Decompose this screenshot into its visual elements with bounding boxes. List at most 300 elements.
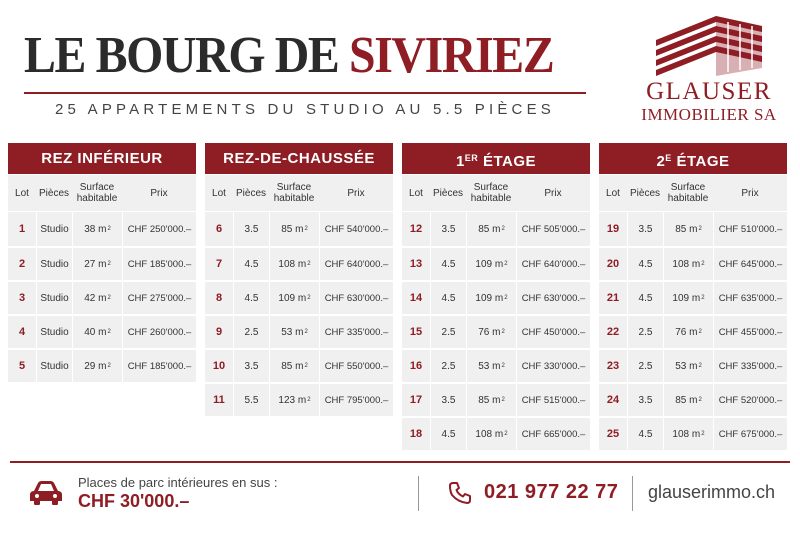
- price-value-value: CHF 250'000.–: [127, 223, 192, 235]
- brand-name: GLAUSER: [646, 78, 772, 105]
- surface-value: [72, 316, 122, 348]
- surface-value-value: 53 m: [478, 360, 501, 372]
- price-value: [516, 350, 590, 382]
- floor-table: [8, 143, 196, 382]
- lot-number: [205, 316, 233, 348]
- parking-label: Places de parc intérieures en sus :: [78, 475, 278, 490]
- surface-value: [269, 384, 319, 416]
- table-row: [402, 280, 590, 314]
- column-header-surface: [466, 175, 516, 211]
- pieces-value-value: 4.5: [244, 292, 259, 304]
- unit-superscript: 2: [501, 397, 505, 403]
- price-value-value: CHF 550'000.–: [324, 360, 389, 372]
- surface-value-value: 123 m: [278, 394, 307, 406]
- lot-number-value: 4: [18, 326, 26, 338]
- surface-value: [269, 316, 319, 348]
- price-value-value: CHF 635'000.–: [718, 292, 783, 304]
- surface-value: [269, 248, 319, 280]
- price-value: [122, 316, 196, 348]
- lot-number: [599, 212, 627, 246]
- lot-number-value: 16: [409, 360, 423, 372]
- column-header-surface-line: Surface: [670, 182, 706, 193]
- price-value: [713, 212, 787, 246]
- lot-number-value: 6: [215, 223, 223, 235]
- pieces-value: [627, 212, 663, 246]
- unit-superscript: 2: [698, 363, 702, 369]
- pieces-value: [233, 282, 269, 314]
- table-row: [599, 382, 787, 416]
- column-header-lot: Lot: [212, 187, 226, 199]
- lot-number: [599, 384, 627, 416]
- lot-number-value: 24: [606, 394, 620, 406]
- price-value: [713, 418, 787, 450]
- surface-value-value: 85 m: [478, 223, 501, 235]
- surface-value: [663, 248, 713, 280]
- floor-heading: [599, 143, 787, 174]
- surface-value: [269, 282, 319, 314]
- surface-value-value: 109 m: [278, 292, 307, 304]
- surface-value-value: 109 m: [475, 258, 504, 270]
- lot-number: [599, 248, 627, 280]
- title-divider: [24, 92, 586, 94]
- lot-number: [8, 350, 36, 382]
- pieces-value-value: Studio: [40, 360, 69, 372]
- surface-value-value: 109 m: [672, 292, 701, 304]
- column-header-prix: Prix: [741, 187, 759, 199]
- lot-number-value: 10: [212, 360, 226, 372]
- column-header-prix: Prix: [347, 187, 365, 199]
- floor-heading: [205, 143, 393, 174]
- floor-name: 2: [656, 153, 666, 170]
- column-header-surface-line: Surface: [473, 182, 509, 193]
- surface-value-value: 85 m: [675, 223, 698, 235]
- column-header-lot: Lot: [15, 187, 29, 199]
- pieces-value-value: Studio: [40, 223, 69, 235]
- lot-number: [402, 350, 430, 382]
- lot-number-value: 17: [409, 394, 423, 406]
- surface-value-value: 27 m: [84, 258, 107, 270]
- pieces-value-value: 4.5: [441, 258, 456, 270]
- surface-value-value: 53 m: [281, 326, 304, 338]
- column-header-surface-line: habitable: [470, 193, 512, 204]
- pieces-value-value: 4.5: [441, 292, 456, 304]
- lot-number-value: 20: [606, 258, 620, 270]
- pieces-value: [233, 212, 269, 246]
- glauser-logo: [632, 12, 786, 122]
- surface-value: [466, 316, 516, 348]
- price-value-value: CHF 335'000.–: [324, 326, 389, 338]
- price-value: [319, 316, 393, 348]
- price-value-value: CHF 640'000.–: [324, 258, 389, 270]
- price-value: [713, 350, 787, 382]
- lot-number-value: 12: [409, 223, 423, 235]
- lot-number-value: 2: [18, 258, 26, 270]
- price-value-value: CHF 795'000.–: [324, 394, 389, 406]
- unit-superscript: 2: [107, 329, 111, 335]
- table-row: [8, 246, 196, 280]
- floor-name: REZ INFÉRIEUR: [41, 150, 163, 167]
- table-row: [599, 314, 787, 348]
- unit-superscript: 2: [504, 261, 508, 267]
- surface-value: [663, 212, 713, 246]
- table-row: [402, 212, 590, 246]
- column-header-pieces: Pièces: [629, 187, 660, 199]
- surface-value: [466, 350, 516, 382]
- price-value-value: CHF 275'000.–: [127, 292, 192, 304]
- lot-number-value: 3: [18, 292, 26, 304]
- table-row: [402, 416, 590, 450]
- unit-superscript: 2: [698, 226, 702, 232]
- price-value-value: CHF 455'000.–: [718, 326, 783, 338]
- lot-number-value: 7: [215, 258, 223, 270]
- floor-name-tail: ÉTAGE: [671, 153, 730, 170]
- unit-superscript: 2: [504, 295, 508, 301]
- pieces-value-value: 5.5: [244, 394, 259, 406]
- lot-number-value: 25: [606, 428, 620, 440]
- lot-number-value: 13: [409, 258, 423, 270]
- price-value-value: CHF 505'000.–: [521, 223, 586, 235]
- car-icon: [28, 479, 64, 507]
- table-row: [8, 280, 196, 314]
- floor-table: [205, 143, 393, 416]
- price-value: [319, 248, 393, 280]
- price-value-value: CHF 675'000.–: [718, 428, 783, 440]
- lot-number: [599, 418, 627, 450]
- pieces-value: [36, 316, 72, 348]
- lot-number-value: 14: [409, 292, 423, 304]
- unit-superscript: 2: [501, 363, 505, 369]
- pieces-value-value: 3.5: [638, 223, 653, 235]
- lot-number-value: 23: [606, 360, 620, 372]
- table-row: [599, 348, 787, 382]
- phone-number[interactable]: 021 977 22 77: [484, 481, 619, 503]
- unit-superscript: 2: [107, 226, 111, 232]
- unit-superscript: 2: [701, 295, 705, 301]
- column-header-surface: [269, 175, 319, 211]
- pieces-value-value: 4.5: [244, 258, 259, 270]
- parking-price: CHF 30'000.–: [78, 491, 190, 511]
- surface-value-value: 76 m: [478, 326, 501, 338]
- pieces-value: [430, 248, 466, 280]
- pieces-value: [627, 316, 663, 348]
- pieces-value: [430, 282, 466, 314]
- unit-superscript: 2: [701, 431, 705, 437]
- subtitle: 25 APPARTEMENTS DU STUDIO AU 5.5 PIÈCES: [54, 101, 555, 118]
- lot-number: [205, 384, 233, 416]
- price-value-value: CHF 640'000.–: [521, 258, 586, 270]
- surface-value-value: 38 m: [84, 223, 107, 235]
- unit-superscript: 2: [504, 431, 508, 437]
- surface-value: [466, 384, 516, 416]
- table-row: [205, 246, 393, 280]
- column-header-surface-line: Surface: [276, 182, 312, 193]
- price-value: [516, 418, 590, 450]
- column-header-surface-line: habitable: [667, 193, 709, 204]
- surface-value-value: 85 m: [281, 360, 304, 372]
- pieces-value-value: Studio: [40, 258, 69, 270]
- column-headers: [402, 175, 590, 211]
- price-value-value: CHF 510'000.–: [718, 223, 783, 235]
- pieces-value-value: 4.5: [638, 258, 653, 270]
- column-header-pieces: Pièces: [38, 187, 69, 199]
- price-value-value: CHF 630'000.–: [521, 292, 586, 304]
- lot-number: [8, 212, 36, 246]
- table-row: [402, 246, 590, 280]
- column-header-surface: [663, 175, 713, 211]
- price-value-value: CHF 185'000.–: [127, 360, 192, 372]
- unit-superscript: 2: [698, 397, 702, 403]
- lot-number: [205, 248, 233, 280]
- price-value-value: CHF 450'000.–: [521, 326, 586, 338]
- lot-number: [402, 418, 430, 450]
- lot-number-value: 1: [18, 223, 26, 235]
- table-row: [402, 348, 590, 382]
- lot-number-value: 15: [409, 326, 423, 338]
- column-header-surface-line: Surface: [79, 182, 115, 193]
- price-value-value: CHF 630'000.–: [324, 292, 389, 304]
- unit-superscript: 2: [304, 329, 308, 335]
- lot-number: [599, 282, 627, 314]
- surface-value-value: 108 m: [278, 258, 307, 270]
- surface-value-value: 53 m: [675, 360, 698, 372]
- floor-name-ordinal: E: [665, 153, 672, 163]
- unit-superscript: 2: [307, 397, 311, 403]
- surface-value: [663, 316, 713, 348]
- surface-value: [72, 248, 122, 280]
- price-value: [122, 350, 196, 382]
- price-value-value: CHF 335'000.–: [718, 360, 783, 372]
- unit-superscript: 2: [501, 329, 505, 335]
- pieces-value: [627, 248, 663, 280]
- table-row: [8, 348, 196, 382]
- footer-separator: [632, 476, 633, 511]
- table-row: [599, 246, 787, 280]
- building-logo-icon: [654, 12, 764, 76]
- surface-value-value: 108 m: [672, 258, 701, 270]
- pieces-value-value: 4.5: [638, 292, 653, 304]
- table-row: [599, 280, 787, 314]
- lot-number-value: 8: [215, 292, 223, 304]
- pieces-value: [233, 350, 269, 382]
- unit-superscript: 2: [107, 295, 111, 301]
- price-value: [122, 282, 196, 314]
- price-value: [319, 350, 393, 382]
- surface-value-value: 85 m: [675, 394, 698, 406]
- price-value-value: CHF 515'000.–: [521, 394, 586, 406]
- table-row: [599, 212, 787, 246]
- pieces-value-value: 2.5: [638, 326, 653, 338]
- surface-value: [466, 418, 516, 450]
- price-value: [713, 248, 787, 280]
- column-header-lot: Lot: [409, 187, 423, 199]
- price-value-value: CHF 645'000.–: [718, 258, 783, 270]
- column-headers: [205, 175, 393, 211]
- floor-table: [599, 143, 787, 450]
- lot-number-value: 5: [18, 360, 26, 372]
- surface-value-value: 108 m: [672, 428, 701, 440]
- surface-value: [466, 282, 516, 314]
- pieces-value: [430, 384, 466, 416]
- pieces-value-value: 2.5: [441, 360, 456, 372]
- pieces-value: [36, 248, 72, 280]
- lot-number: [8, 248, 36, 280]
- price-value-value: CHF 520'000.–: [718, 394, 783, 406]
- pieces-value-value: Studio: [40, 326, 69, 338]
- surface-value: [72, 350, 122, 382]
- column-header-surface-line: habitable: [76, 193, 118, 204]
- floor-name-ordinal: ER: [464, 153, 479, 163]
- price-value-value: CHF 185'000.–: [127, 258, 192, 270]
- surface-value: [663, 384, 713, 416]
- unit-superscript: 2: [107, 363, 111, 369]
- pieces-value: [36, 282, 72, 314]
- column-header-lot: Lot: [606, 187, 620, 199]
- table-row: [8, 314, 196, 348]
- price-value: [516, 248, 590, 280]
- price-value: [713, 384, 787, 416]
- lot-number-value: 19: [606, 223, 620, 235]
- price-value: [319, 384, 393, 416]
- surface-value-value: 85 m: [281, 223, 304, 235]
- lot-number: [8, 282, 36, 314]
- price-value-value: CHF 665'000.–: [521, 428, 586, 440]
- price-value-value: CHF 330'000.–: [521, 360, 586, 372]
- unit-superscript: 2: [698, 329, 702, 335]
- brand-subname: IMMOBILIER SA: [641, 105, 777, 124]
- price-value: [122, 248, 196, 280]
- unit-superscript: 2: [304, 226, 308, 232]
- price-value: [319, 282, 393, 314]
- price-value-value: CHF 540'000.–: [324, 223, 389, 235]
- lot-number: [402, 212, 430, 246]
- surface-value: [466, 212, 516, 246]
- table-row: [205, 314, 393, 348]
- surface-value-value: 108 m: [475, 428, 504, 440]
- lot-number: [402, 384, 430, 416]
- table-row: [599, 416, 787, 450]
- table-row: [402, 382, 590, 416]
- column-header-surface-line: habitable: [273, 193, 315, 204]
- column-headers: [599, 175, 787, 211]
- table-row: [8, 212, 196, 246]
- surface-value-value: 76 m: [675, 326, 698, 338]
- floor-name-tail: ÉTAGE: [478, 153, 537, 170]
- lot-number: [402, 282, 430, 314]
- column-header-prix: Prix: [544, 187, 562, 199]
- column-header-prix: Prix: [150, 187, 168, 199]
- unit-superscript: 2: [501, 226, 505, 232]
- column-headers: [8, 175, 196, 211]
- pieces-value-value: 3.5: [441, 223, 456, 235]
- lot-number: [599, 316, 627, 348]
- price-value-value: CHF 260'000.–: [127, 326, 192, 338]
- pieces-value: [430, 316, 466, 348]
- lot-number: [205, 282, 233, 314]
- lot-number: [205, 350, 233, 382]
- title-part-2: SIVIRIEZ: [349, 27, 554, 84]
- price-value: [516, 212, 590, 246]
- pieces-value: [627, 350, 663, 382]
- pieces-value: [627, 418, 663, 450]
- lot-number: [599, 350, 627, 382]
- surface-value-value: 29 m: [84, 360, 107, 372]
- unit-superscript: 2: [107, 261, 111, 267]
- floor-heading: [8, 143, 196, 174]
- lot-number-value: 21: [606, 292, 620, 304]
- table-row: [205, 382, 393, 416]
- pieces-value: [430, 418, 466, 450]
- price-value: [516, 384, 590, 416]
- surface-value: [466, 248, 516, 280]
- pieces-value-value: 3.5: [638, 394, 653, 406]
- price-value: [713, 282, 787, 314]
- lot-number-value: 9: [215, 326, 223, 338]
- surface-value: [72, 282, 122, 314]
- pieces-value-value: 4.5: [638, 428, 653, 440]
- surface-value-value: 40 m: [84, 326, 107, 338]
- unit-superscript: 2: [307, 261, 311, 267]
- lot-number-value: 18: [409, 428, 423, 440]
- pieces-value-value: 4.5: [441, 428, 456, 440]
- surface-value-value: 109 m: [475, 292, 504, 304]
- pieces-value: [627, 282, 663, 314]
- pieces-value: [430, 350, 466, 382]
- floor-name: REZ-DE-CHAUSSÉE: [223, 150, 375, 167]
- table-row: [205, 280, 393, 314]
- unit-superscript: 2: [304, 363, 308, 369]
- phone-icon: [448, 481, 472, 505]
- floor-name: 1: [455, 153, 465, 170]
- surface-value-value: 85 m: [478, 394, 501, 406]
- title-part-1: LE BOURG DE: [24, 27, 350, 84]
- lot-number: [205, 212, 233, 246]
- pieces-value: [627, 384, 663, 416]
- column-header-pieces: Pièces: [235, 187, 266, 199]
- lot-number-value: 22: [606, 326, 620, 338]
- surface-value-value: 42 m: [84, 292, 107, 304]
- surface-value: [663, 282, 713, 314]
- pieces-value-value: 3.5: [244, 360, 259, 372]
- price-value: [319, 212, 393, 246]
- lot-number: [402, 248, 430, 280]
- table-row: [205, 348, 393, 382]
- pieces-value: [233, 384, 269, 416]
- lot-number: [402, 316, 430, 348]
- surface-value: [269, 350, 319, 382]
- pieces-value: [233, 248, 269, 280]
- price-value: [122, 212, 196, 246]
- surface-value: [663, 350, 713, 382]
- column-header-pieces: Pièces: [432, 187, 463, 199]
- price-value: [516, 282, 590, 314]
- pieces-value: [430, 212, 466, 246]
- pieces-value: [36, 350, 72, 382]
- page-title: [24, 26, 554, 86]
- pieces-value-value: 2.5: [244, 326, 259, 338]
- pieces-value-value: 2.5: [441, 326, 456, 338]
- column-header-surface: [72, 175, 122, 211]
- price-value: [516, 316, 590, 348]
- pieces-value-value: 2.5: [638, 360, 653, 372]
- floor-heading: [402, 143, 590, 174]
- surface-value: [269, 212, 319, 246]
- website-link[interactable]: glauserimmo.ch: [648, 482, 776, 502]
- pieces-value-value: 3.5: [244, 223, 259, 235]
- floor-table: [402, 143, 590, 450]
- table-row: [402, 314, 590, 348]
- pieces-value: [233, 316, 269, 348]
- surface-value: [72, 212, 122, 246]
